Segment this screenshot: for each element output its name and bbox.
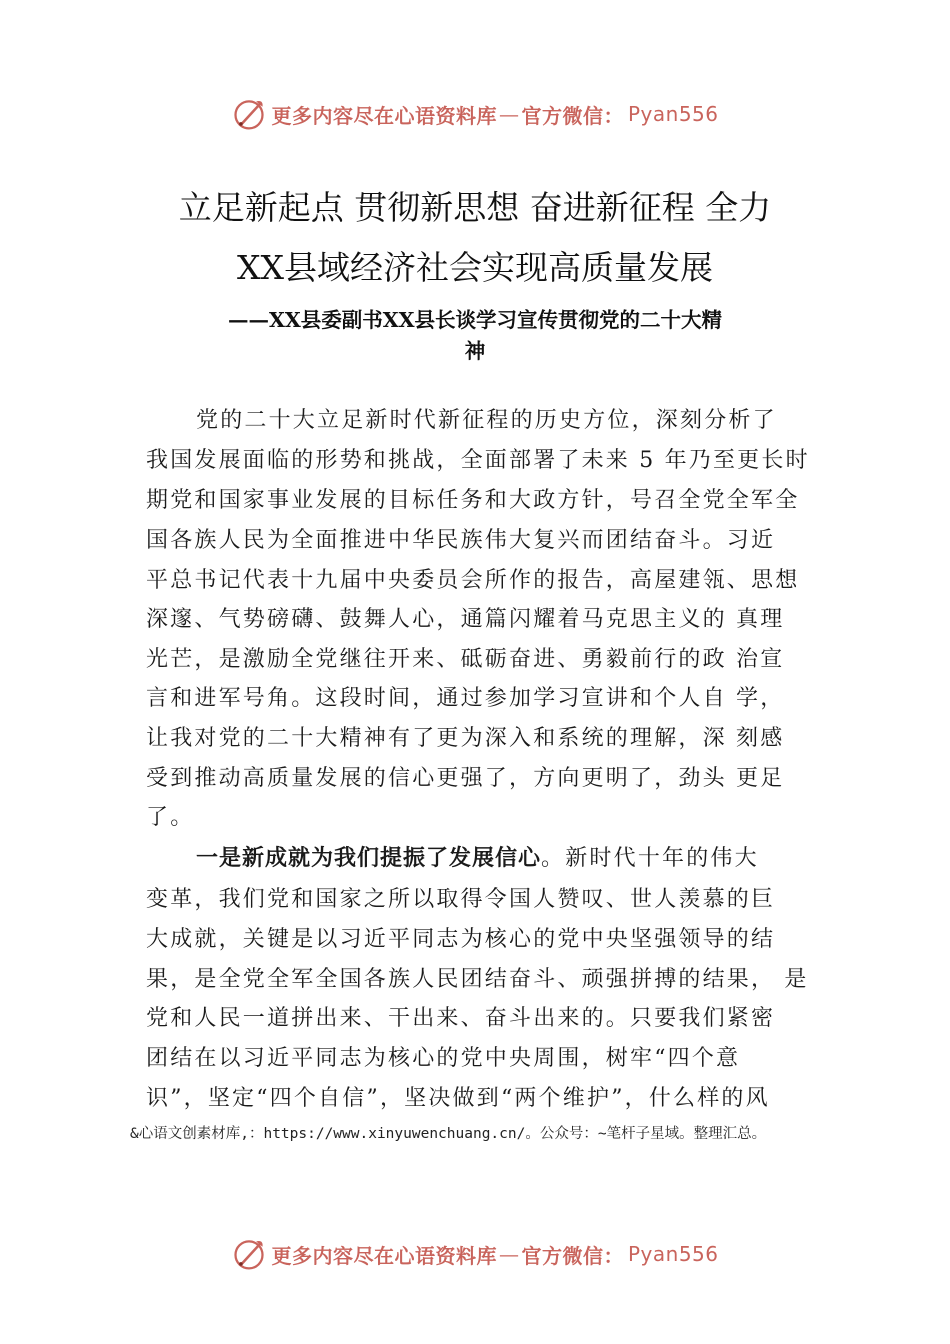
banner-brand-name: 更多内容尽在心语资料库: [271, 1243, 497, 1268]
document-title-line-1: 立足新起点 贯彻新思想 奋进新征程 全力: [178, 188, 772, 227]
paragraph-1-line: 光芒，是激励全党继往开来、砥砺奋进、勇毅前行的政 治宣: [146, 647, 785, 672]
paragraph-2-first-line: [196, 843, 759, 874]
paragraph-1-line: 国各族人民为全面推进中华民族伟大复兴而团结奋斗。习近: [146, 528, 776, 553]
paragraph-2-bold-lead: 一是新成就为我们提振了发展信心: [196, 845, 542, 871]
quill-pen-logo-icon: [231, 96, 267, 132]
quill-pen-logo-icon: [231, 1236, 267, 1272]
paragraph-2-line: 大成就，关键是以习近平同志为核心的党中央坚强领导的结: [146, 927, 776, 952]
paragraph-2-line: 党和人民一道拼出来、干出来、奋斗出来的。只要我们紧密: [146, 1006, 776, 1031]
paragraph-2-line: 果，是全党全军全国各族人民团结奋斗、顽强拼搏的结果， 是: [146, 967, 809, 992]
footer-banner: [0, 1232, 950, 1276]
paragraph-1-line: 党的二十大立足新时代新征程的历史方位，深刻分析了: [196, 408, 777, 433]
source-note: &心语文创素材库,：https://www.xinyuwenchuang.cn/。公众号：~笔杆子星域。整理汇总。: [130, 1126, 767, 1142]
document-subtitle-line-1: ——XX县委副书XX县长谈学习宣传贯彻党的二十大精: [227, 308, 723, 332]
paragraph-2-first-rest: 。新时代十年的伟大: [541, 846, 759, 871]
banner-wechat-id: Pyan556: [627, 102, 719, 126]
paragraph-1-line: 受到推动高质量发展的信心更强了，方向更明了，劲头 更足: [146, 766, 785, 791]
paragraph-1-line: 深邃、气势磅礴、鼓舞人心，通篇闪耀着马克思主义的 真理: [146, 607, 785, 632]
header-banner: [0, 92, 950, 136]
banner-separator: —: [498, 1242, 520, 1266]
banner-wechat-id: Pyan556: [627, 1242, 719, 1266]
paragraph-2-line: 团结在以习近平同志为核心的党中央周围，树牢“四个意: [146, 1046, 741, 1071]
paragraph-1-line: 让我对党的二十大精神有了更为深入和系统的理解，深 刻感: [146, 726, 785, 751]
banner-wechat-label: 官方微信：: [521, 103, 624, 128]
banner-wechat-label: 官方微信：: [521, 1243, 624, 1268]
paragraph-1-line: 了。: [146, 805, 195, 830]
banner-brand-name: 更多内容尽在心语资料库: [271, 103, 497, 128]
paragraph-2-line: 识”，坚定“四个自信”，坚决做到“两个维护”，什么样的风: [146, 1086, 770, 1111]
banner-separator: —: [498, 102, 520, 126]
paragraph-2-line: 变革，我们党和国家之所以取得令国人赞叹、世人羡慕的巨: [146, 887, 776, 912]
document-subtitle-line-2: 神: [464, 339, 486, 363]
paragraph-1-line: 平总书记代表十九届中央委员会所作的报告，高屋建瓴、思想: [146, 568, 800, 593]
document-title-line-2: XX县域经济社会实现高质量发展: [237, 248, 713, 287]
paragraph-1-line: 期党和国家事业发展的目标任务和大政方针，号召全党全军全: [146, 488, 800, 513]
paragraph-1-line: 言和进军号角。这段时间，通过参加学习宣讲和个人自 学，: [146, 686, 785, 711]
paragraph-1-line: 我国发展面临的形势和挑战，全面部署了未来 5 年乃至更长时: [146, 448, 810, 473]
